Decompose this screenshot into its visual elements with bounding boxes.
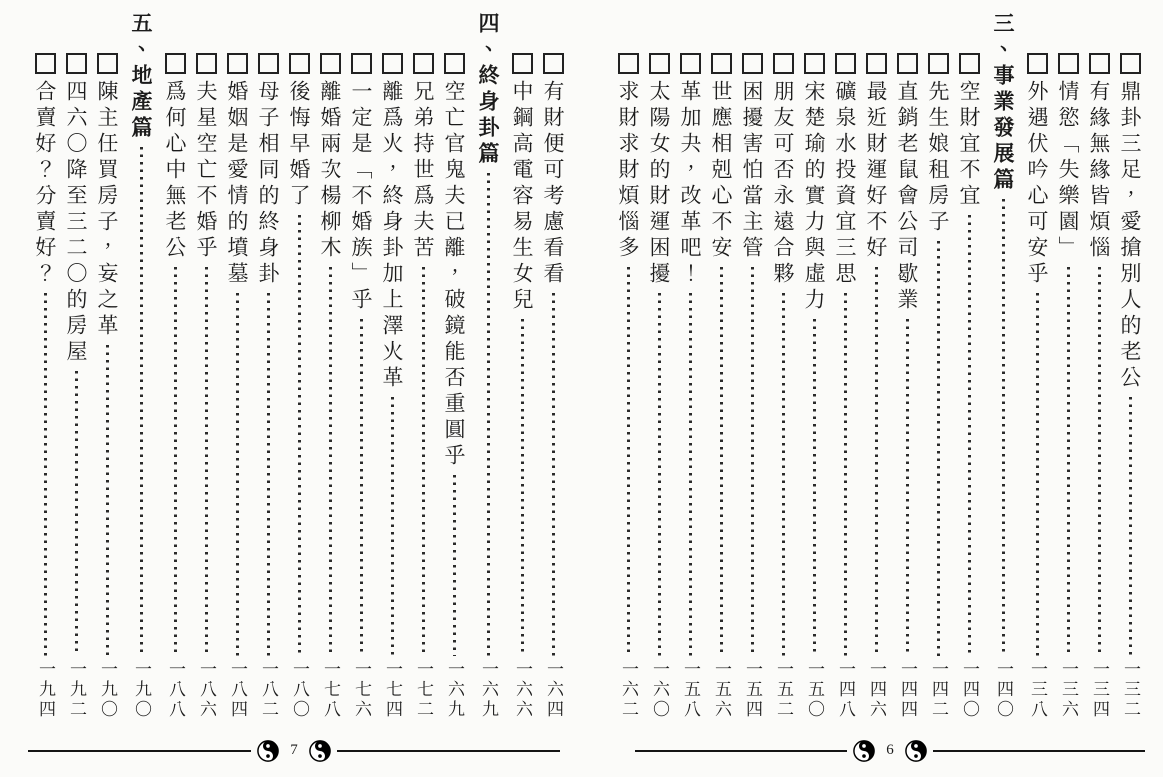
dotted-leader bbox=[205, 267, 208, 656]
toc-entry bbox=[222, 10, 252, 722]
dotted-leader bbox=[968, 215, 971, 656]
toc-entry bbox=[507, 10, 537, 722]
entry-title: 先生娘租房子 bbox=[926, 80, 950, 236]
section-title: 三、事業發展篇 bbox=[991, 12, 1015, 194]
checkbox-square-icon bbox=[835, 53, 856, 74]
checkbox-square-icon bbox=[1058, 53, 1079, 74]
checkbox-square-icon bbox=[928, 53, 949, 74]
entry-title: 離爲火，終身卦加上澤火革 bbox=[380, 80, 404, 392]
toc-entry bbox=[191, 10, 221, 722]
dotted-leader bbox=[937, 241, 940, 656]
dotted-leader bbox=[329, 267, 332, 656]
dotted-leader bbox=[360, 319, 363, 656]
toc-entry bbox=[1022, 10, 1052, 722]
entry-title: 空財宜不宜 bbox=[957, 80, 981, 210]
entry-page-number: 一七四 bbox=[383, 660, 402, 720]
toc-entry bbox=[923, 10, 953, 722]
toc-entry bbox=[253, 10, 283, 722]
checkbox-square-icon bbox=[196, 53, 217, 74]
checkbox-square-icon bbox=[543, 53, 564, 74]
entry-title: 爲何心中無老公 bbox=[163, 80, 187, 262]
checkbox-square-icon bbox=[320, 53, 341, 74]
checkbox-square-icon bbox=[97, 53, 118, 74]
dotted-leader bbox=[552, 293, 555, 656]
toc-entry bbox=[768, 10, 798, 722]
entry-page-number: 一五八 bbox=[681, 660, 700, 720]
dotted-leader bbox=[782, 293, 785, 656]
toc-entry bbox=[613, 10, 643, 722]
entry-title: 後悔早婚了 bbox=[287, 80, 311, 210]
dotted-leader bbox=[813, 319, 816, 656]
entry-title: 有財便可考慮看看 bbox=[541, 80, 565, 288]
checkbox-square-icon bbox=[680, 53, 701, 74]
checkbox-square-icon bbox=[866, 53, 887, 74]
entry-page-number: 一七二 bbox=[414, 660, 433, 720]
entry-title: 鼎卦三足，愛搶別人的老公 bbox=[1118, 80, 1142, 392]
entry-page-number: 一三六 bbox=[1059, 660, 1078, 720]
checkbox-square-icon bbox=[773, 53, 794, 74]
dotted-leader bbox=[1036, 293, 1039, 656]
entry-page-number: 一七八 bbox=[321, 660, 340, 720]
checkbox-square-icon bbox=[444, 53, 465, 74]
dotted-leader bbox=[658, 293, 661, 656]
entry-title: 母子相同的終身卦 bbox=[256, 80, 280, 288]
entry-title: 陳主任買房子，妄之革 bbox=[95, 80, 119, 340]
entry-title: 直銷老鼠會公司歇業 bbox=[895, 80, 919, 314]
toc-entry bbox=[538, 10, 568, 722]
entry-page-number: 一六四 bbox=[544, 660, 563, 720]
dotted-leader bbox=[751, 267, 754, 656]
entry-page-number: 一六九 bbox=[479, 660, 498, 720]
toc-entry bbox=[92, 10, 122, 722]
toc-columns bbox=[605, 10, 1145, 722]
dotted-leader bbox=[689, 293, 692, 656]
dotted-leader bbox=[1002, 199, 1005, 656]
entry-page-number: 一四六 bbox=[867, 660, 886, 720]
dotted-leader bbox=[267, 293, 270, 656]
entry-title: 礦泉水投資宜三思 bbox=[833, 80, 857, 288]
toc-entry bbox=[706, 10, 736, 722]
checkbox-square-icon bbox=[1120, 53, 1141, 74]
toc-entry bbox=[1053, 10, 1083, 722]
footer-rule-left bbox=[635, 750, 847, 753]
toc-entry bbox=[799, 10, 829, 722]
toc-entry bbox=[892, 10, 922, 722]
checkbox-square-icon bbox=[227, 53, 248, 74]
page-footer bbox=[28, 738, 560, 764]
book-page-6 bbox=[605, 10, 1145, 770]
dotted-leader bbox=[453, 475, 456, 656]
toc-entry bbox=[160, 10, 190, 722]
page-number: 6 bbox=[886, 741, 894, 758]
dotted-leader bbox=[236, 293, 239, 656]
entry-title: 太陽女的財運困擾 bbox=[647, 80, 671, 288]
page-number: 7 bbox=[290, 741, 298, 758]
entry-title: 革加夬，改革吧！ bbox=[678, 80, 702, 288]
checkbox-square-icon bbox=[413, 53, 434, 74]
entry-page-number: 一四八 bbox=[836, 660, 855, 720]
yin-yang-icon bbox=[905, 740, 927, 762]
checkbox-square-icon bbox=[382, 53, 403, 74]
toc-entry bbox=[377, 10, 407, 722]
entry-page-number: 一九〇 bbox=[132, 660, 151, 720]
entry-page-number: 一九四 bbox=[36, 660, 55, 720]
toc-columns bbox=[28, 10, 568, 722]
toc-entry bbox=[61, 10, 91, 722]
checkbox-square-icon bbox=[711, 53, 732, 74]
checkbox-square-icon bbox=[66, 53, 87, 74]
checkbox-square-icon bbox=[512, 53, 533, 74]
entry-title: 一定是「不婚族」乎 bbox=[349, 80, 373, 314]
toc-entry bbox=[675, 10, 705, 722]
entry-title: 離婚兩次楊柳木 bbox=[318, 80, 342, 262]
dotted-leader bbox=[487, 173, 490, 656]
toc-entry bbox=[1084, 10, 1114, 722]
entry-page-number: 一四〇 bbox=[960, 660, 979, 720]
section-title: 五、地產篇 bbox=[129, 12, 153, 142]
entry-page-number: 一三四 bbox=[1090, 660, 1109, 720]
entry-page-number: 一五六 bbox=[712, 660, 731, 720]
checkbox-square-icon bbox=[289, 53, 310, 74]
entry-title: 情慾「失樂園」 bbox=[1056, 80, 1080, 262]
page-footer bbox=[635, 738, 1145, 764]
entry-page-number: 一五〇 bbox=[805, 660, 824, 720]
entry-title: 合賣好？分賣好？ bbox=[33, 80, 57, 288]
dotted-leader bbox=[106, 345, 109, 656]
entry-title: 兄弟持世爲夫苦 bbox=[411, 80, 435, 262]
dotted-leader bbox=[44, 293, 47, 656]
entry-page-number: 一六〇 bbox=[650, 660, 669, 720]
dotted-leader bbox=[298, 215, 301, 656]
entry-title: 中鋼高電容易生女兒 bbox=[510, 80, 534, 314]
toc-entry bbox=[284, 10, 314, 722]
entry-title: 求財求財煩惱多 bbox=[616, 80, 640, 262]
dotted-leader bbox=[422, 267, 425, 656]
section-title: 四、終身卦篇 bbox=[476, 12, 500, 168]
toc-entry bbox=[1115, 10, 1145, 722]
entry-title: 婚姻是愛情的墳墓 bbox=[225, 80, 249, 288]
checkbox-square-icon bbox=[804, 53, 825, 74]
entry-title: 世應相剋心不安 bbox=[709, 80, 733, 262]
toc-entry bbox=[30, 10, 60, 722]
entry-title: 空亡官鬼夫已離，破鏡能否重圓乎 bbox=[442, 80, 466, 470]
entry-page-number: 一六九 bbox=[445, 660, 464, 720]
entry-page-number: 一八二 bbox=[259, 660, 278, 720]
dotted-leader bbox=[720, 267, 723, 656]
entry-page-number: 一七六 bbox=[352, 660, 371, 720]
checkbox-square-icon bbox=[35, 53, 56, 74]
dotted-leader bbox=[75, 371, 78, 656]
checkbox-square-icon bbox=[897, 53, 918, 74]
dotted-leader bbox=[844, 293, 847, 656]
entry-title: 夫星空亡不婚乎 bbox=[194, 80, 218, 262]
toc-section-header bbox=[126, 10, 156, 722]
checkbox-square-icon bbox=[618, 53, 639, 74]
dotted-leader bbox=[140, 147, 143, 656]
toc-section-header bbox=[473, 10, 503, 722]
entry-title: 朋友可否永遠合夥 bbox=[771, 80, 795, 288]
entry-page-number: 一六二 bbox=[619, 660, 638, 720]
checkbox-square-icon bbox=[351, 53, 372, 74]
yin-yang-icon bbox=[853, 740, 875, 762]
footer-rule-right bbox=[933, 750, 1145, 753]
checkbox-square-icon bbox=[1089, 53, 1110, 74]
entry-title: 宋楚瑜的實力與虛力 bbox=[802, 80, 826, 314]
yin-yang-icon bbox=[309, 740, 331, 762]
yin-yang-icon bbox=[257, 740, 279, 762]
toc-entry bbox=[315, 10, 345, 722]
footer-rule-right bbox=[337, 750, 560, 753]
entry-page-number: 一四四 bbox=[898, 660, 917, 720]
toc-section-header bbox=[988, 10, 1018, 722]
entry-page-number: 一八〇 bbox=[290, 660, 309, 720]
entry-page-number: 一八八 bbox=[166, 660, 185, 720]
dotted-leader bbox=[906, 319, 909, 656]
entry-page-number: 一三八 bbox=[1028, 660, 1047, 720]
checkbox-square-icon bbox=[258, 53, 279, 74]
toc-entry bbox=[439, 10, 469, 722]
entry-title: 四六〇降至三二〇的房屋 bbox=[64, 80, 88, 366]
entry-page-number: 一九二 bbox=[67, 660, 86, 720]
dotted-leader bbox=[875, 267, 878, 656]
entry-page-number: 一六六 bbox=[513, 660, 532, 720]
toc-entry bbox=[737, 10, 767, 722]
dotted-leader bbox=[1098, 267, 1101, 656]
entry-page-number: 一四〇 bbox=[994, 660, 1013, 720]
toc-entry bbox=[346, 10, 376, 722]
dotted-leader bbox=[391, 397, 394, 656]
entry-title: 外遇伏吟心可安乎 bbox=[1025, 80, 1049, 288]
dotted-leader bbox=[1067, 267, 1070, 656]
entry-page-number: 一五二 bbox=[774, 660, 793, 720]
checkbox-square-icon bbox=[649, 53, 670, 74]
dotted-leader bbox=[174, 267, 177, 656]
entry-page-number: 一九〇 bbox=[98, 660, 117, 720]
checkbox-square-icon bbox=[165, 53, 186, 74]
toc-entry bbox=[861, 10, 891, 722]
toc-entry bbox=[830, 10, 860, 722]
dotted-leader bbox=[627, 267, 630, 656]
entry-title: 最近財運好不好 bbox=[864, 80, 888, 262]
toc-entry bbox=[644, 10, 674, 722]
toc-entry bbox=[954, 10, 984, 722]
footer-rule-left bbox=[28, 750, 251, 753]
checkbox-square-icon bbox=[959, 53, 980, 74]
toc-entry bbox=[408, 10, 438, 722]
entry-title: 困擾害怕當主管 bbox=[740, 80, 764, 262]
entry-page-number: 一五四 bbox=[743, 660, 762, 720]
entry-page-number: 一八六 bbox=[197, 660, 216, 720]
entry-page-number: 一三二 bbox=[1121, 660, 1140, 720]
entry-title: 有緣無緣皆煩惱 bbox=[1087, 80, 1111, 262]
dotted-leader bbox=[521, 319, 524, 656]
checkbox-square-icon bbox=[742, 53, 763, 74]
entry-page-number: 一四二 bbox=[929, 660, 948, 720]
checkbox-square-icon bbox=[1027, 53, 1048, 74]
book-page-7 bbox=[28, 10, 568, 770]
dotted-leader bbox=[1129, 397, 1132, 656]
entry-page-number: 一八四 bbox=[228, 660, 247, 720]
